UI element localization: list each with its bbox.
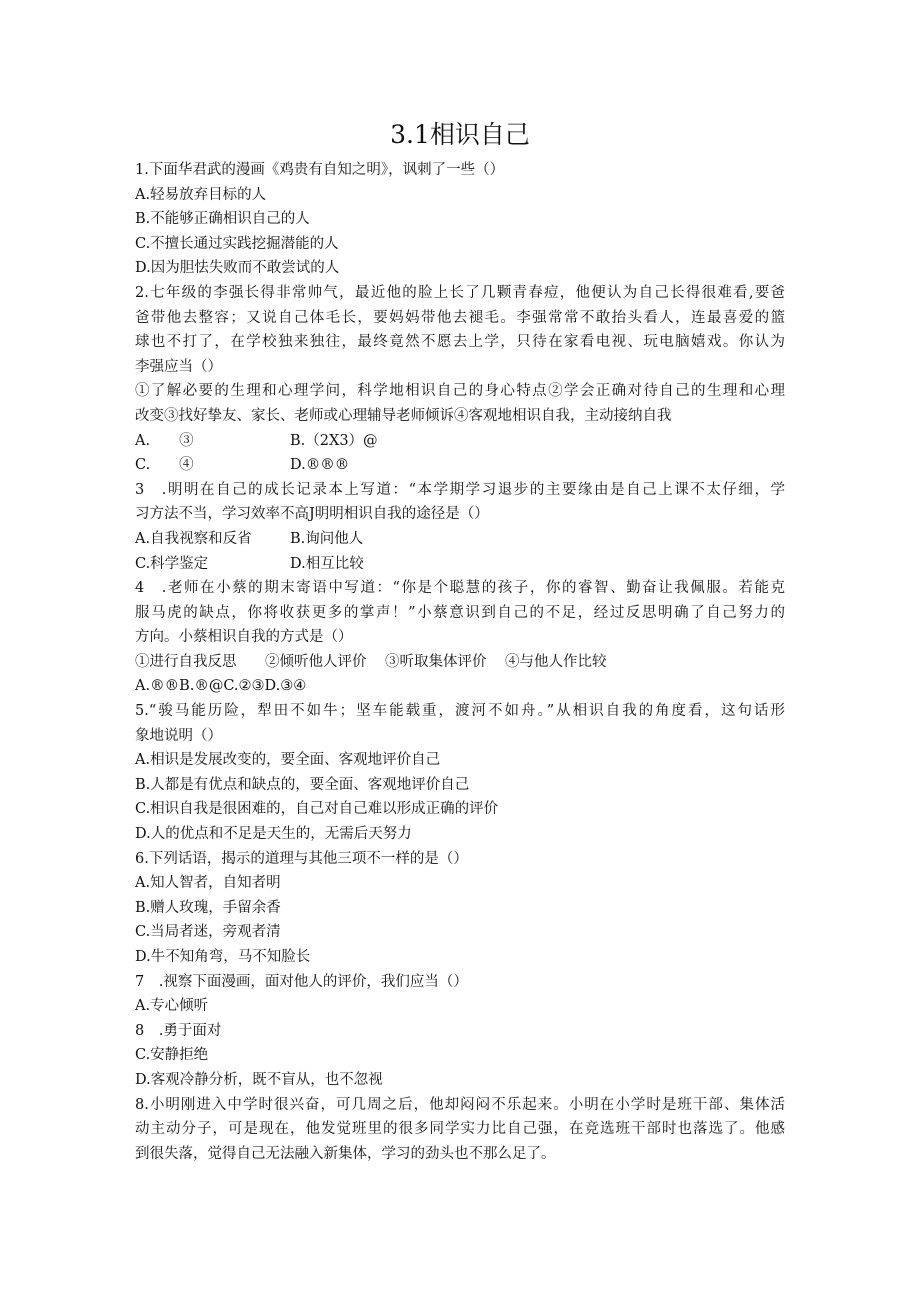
question-2-option-b: B.（2X3）@ [290,432,378,449]
question-2-stem-line: 球也不打了，在学校独来独往，最终竟然不愿去上学，只待在家看电视、玩电脑嬉戏。你认为 [135,334,785,351]
question-4-stem-line: 方向。小蔡相识自我的方式是（） [135,629,353,646]
question-4-statement: ④与他人作比较 [505,653,607,670]
question-4-options: A.®®B.®@C.②③D.③④ [135,678,307,695]
question-3-stem-line: 3 .明明在自己的成长记录本上写道：“本学期学习退步的主要缘由是自己上课不太仔细，学 [135,481,785,498]
question-1-option-c: C.不擅长通过实践挖掘潜能的人 [135,235,339,252]
question-7-option-d: D.客观冷静分析，既不盲从，也不忽视 [135,1071,383,1088]
question-6-option-d: D.牛不知角弯，马不知脸长 [135,949,311,965]
question-4-stem-line: 服马虎的缺点，你将收获更多的掌声！”小蔡意识到自己的不足，经过反思明确了自己努力的 [135,604,785,621]
question-3-options-row [135,552,785,577]
question-1-option-b: B.不能够正确相识自己的人 [135,211,310,228]
question-4-statements-row [135,650,785,675]
question-5-stem-line: 象地说明（） [135,727,222,744]
question-7-option-c: C.安静拒绝 [135,1047,209,1064]
question-7-option-a: A.专心倾听 [135,998,209,1015]
question-3-option-c: C.科学鉴定 [135,555,209,572]
question-4-statement: ②倾听他人评价 [265,653,367,670]
question-8-stem-line: 8.小明刚进入中学时很兴奋，可几周之后，他却闷闷不乐起来。小明在小学时是班干部、集体活 [135,1096,785,1113]
question-2-stem-line: 2.七年级的李强长得非常帅气，最近他的脸上长了几颗青春痘，他便认为自己长得很难看,要爸 [135,284,785,301]
question-7-option-b: 8 .勇于面对 [135,1022,222,1039]
question-3-option-b: B.询问他人 [290,530,364,547]
question-2-stem-line: 爸带他去整容；又说自己体毛长，要妈妈带他去褪毛。李强常常不敢抬头看人，连最喜爱的篮 [135,309,785,326]
question-3-stem-line: 习方法不当，学习效率不高J明明相识自我的途径是（） [135,506,489,523]
question-2-statement-line: ①了解必要的生理和心理学问，科学地相识自己的身心特点②学会正确对待自己的生理和心理 [135,383,785,400]
question-2-options-row [135,429,785,454]
question-2-stem-line: 李强应当（） [135,358,222,375]
question-8-stem-line: 动主动分子，可是现在，他发觉班里的很多同学实力比自己强，在竞选班干部时也落选了。他感 [135,1121,785,1138]
question-6-option-b: B.赠人玫瑰，手留余香 [135,899,281,916]
question-3-options-row [135,527,785,552]
question-6-option-a: A.知人智者，自知者明 [135,875,281,892]
question-6-option-c: C.当局者迷，旁观者清 [135,924,281,941]
question-3-option-a: A.自我视察和反省 [135,530,252,547]
question-5-option-b: B.人都是有优点和缺点的，要全面、客观地评价自己 [135,776,470,793]
question-2-option-a: A. ③ [135,432,194,449]
document-body [135,158,785,1166]
question-8-stem-line: 到很失落，觉得自己无法融入新集体，学习的劲头也不那么足了。 [135,1145,556,1162]
question-5-option-d: D.人的优点和不足是天生的，无需后天努力 [135,826,412,843]
question-1-option-d: D.因为胆怯失败而不敢尝试的人 [135,260,340,277]
question-2-option-c: C. ④ [135,457,194,474]
question-7-stem: 7 .视察下面漫画，面对他人的评价，我们应当（） [135,973,468,990]
question-2-statement-line: 改变③找好挚友、家长、老师或心理辅导老师倾诉④客观地相识自我，主动接纳自我 [135,407,672,424]
question-2-options-row [135,453,785,478]
question-4-statement: ①进行自我反思 [135,653,237,670]
question-5-stem-line: 5.“骏马能历险，犁田不如牛；坚车能载重，渡河不如舟。”从相识自我的角度看，这句话形 [135,703,785,720]
question-3-option-d: D.相互比较 [290,555,364,572]
question-4-statement: ③听取集体评价 [385,653,487,670]
question-1-option-a: A.轻易放弃目标的人 [135,186,267,203]
question-4-stem-line: 4 .老师在小蔡的期末寄语中写道：“你是个聪慧的孩子，你的睿智、勤奋让我佩服。若能克 [135,580,785,597]
question-5-option-a: A.相识是发展改变的，要全面、客观地评价自己 [135,752,441,769]
question-2-option-d: D.®®® [290,457,350,474]
question-5-option-c: C.相识自我是很困难的，自己对自己难以形成正确的评价 [135,801,499,818]
question-1-stem: 1.下面华君武的漫画《鸡贵有自知之明》，讽刺了一些（） [135,162,505,178]
page-title: 3.1相识自己 [390,120,530,149]
question-6-stem: 6.下列话语，揭示的道理与其他三项不一样的是（） [135,850,468,867]
